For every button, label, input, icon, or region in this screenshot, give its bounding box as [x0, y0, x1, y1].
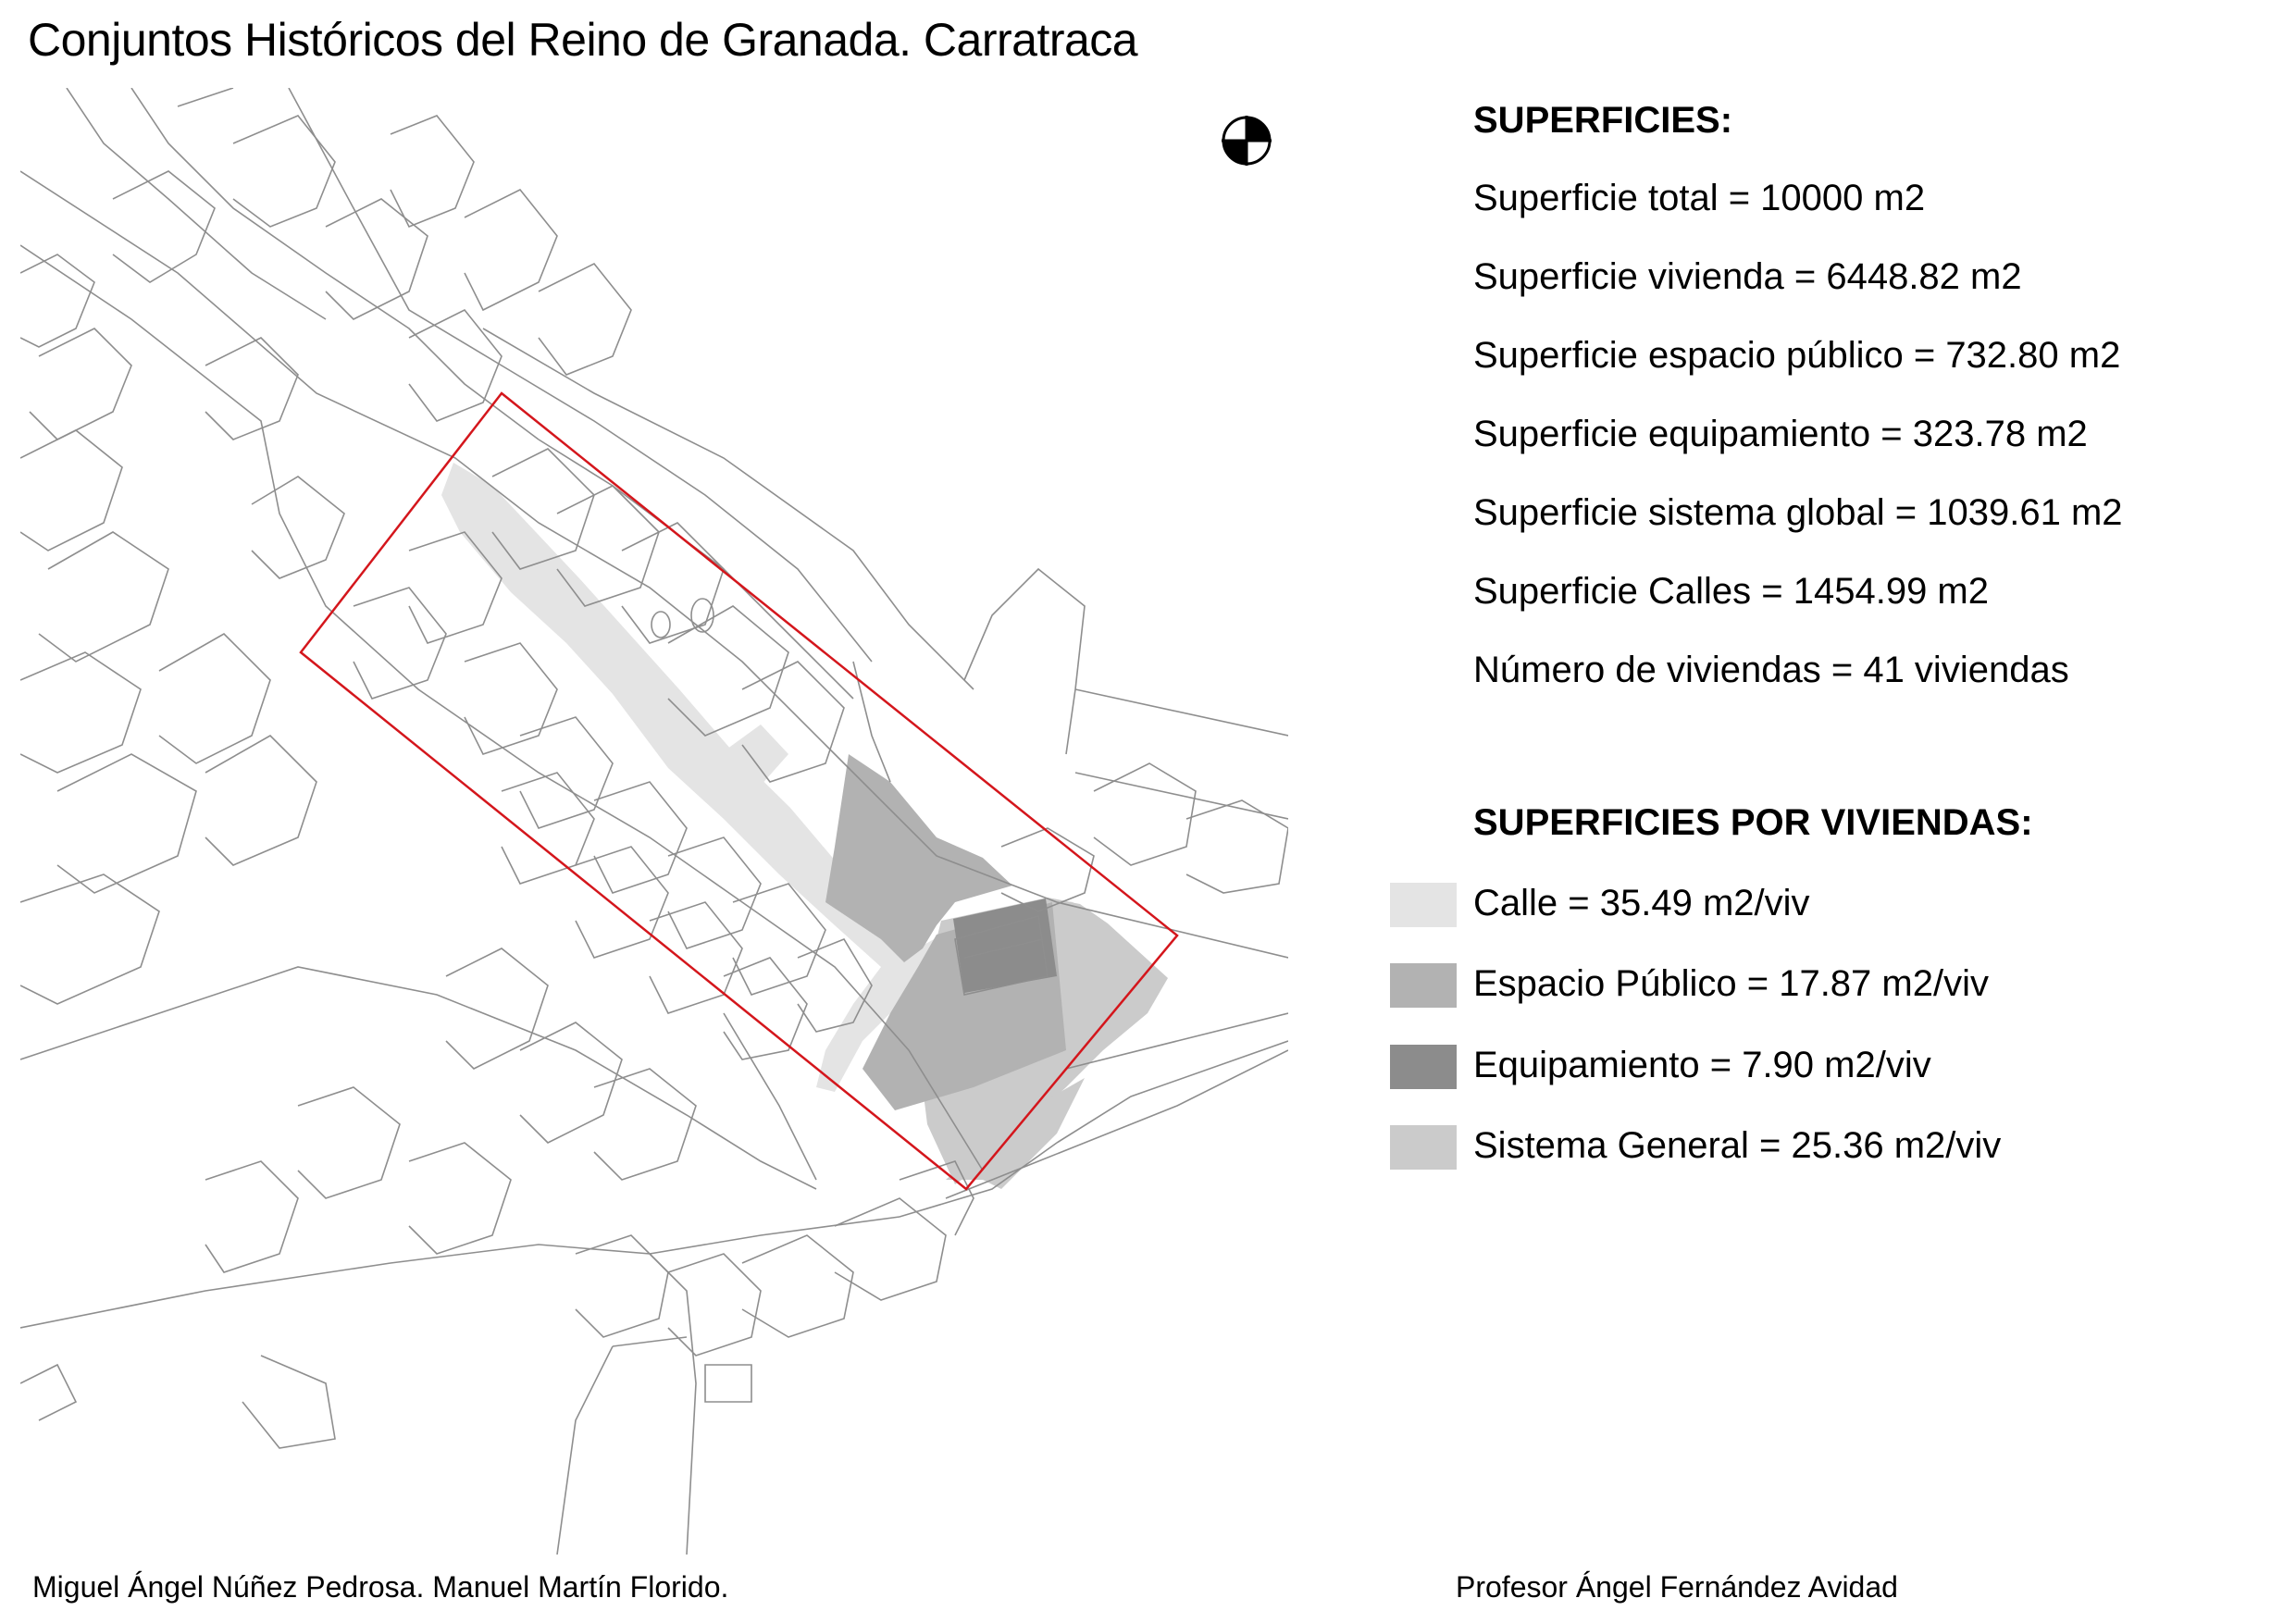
parcel-lines [20, 88, 1288, 1555]
legend-swatch-espacio-publico [1390, 963, 1457, 1008]
legend-swatch-equipamiento [1390, 1045, 1457, 1089]
legend-swatch-sistema-general [1390, 1125, 1457, 1170]
legend-label-espacio-publico: Espacio Público = 17.87 m2/viv [1473, 963, 1989, 1004]
legend-label-equipamiento: Equipamiento = 7.90 m2/viv [1473, 1045, 1931, 1085]
zone-equipamiento [953, 898, 1057, 993]
superficie-espacio-publico: Superficie espacio público = 732.80 m2 [1473, 335, 2121, 376]
numero-viviendas: Número de viviendas = 41 viviendas [1473, 650, 2069, 690]
legend-label-sistema-general: Sistema General = 25.36 m2/viv [1473, 1125, 2002, 1166]
superficie-sistema-global: Superficie sistema global = 1039.61 m2 [1473, 492, 2123, 533]
superficie-equipamiento: Superficie equipamiento = 323.78 m2 [1473, 414, 2088, 454]
zone-fills [441, 463, 1168, 1189]
footer-professor: Profesor Ángel Fernández Avidad [1456, 1570, 1898, 1604]
superficie-vivienda: Superficie vivienda = 6448.82 m2 [1473, 256, 2022, 297]
legend-swatch-calle [1390, 883, 1457, 927]
superficie-calles: Superficie Calles = 1454.99 m2 [1473, 571, 1989, 612]
footer-authors: Miguel Ángel Núñez Pedrosa. Manuel Martín Florido. [32, 1570, 729, 1604]
north-arrow-icon [1220, 114, 1273, 167]
por-viviendas-heading: SUPERFICIES POR VIVIENDAS: [1473, 802, 2033, 843]
superficie-total: Superficie total = 10000 m2 [1473, 178, 1926, 218]
page-title: Conjuntos Históricos del Reino de Granada. Carratraca [28, 14, 1138, 66]
legend-label-calle: Calle = 35.49 m2/viv [1473, 883, 1810, 923]
cadastral-map [20, 88, 1288, 1555]
superficies-heading: SUPERFICIES: [1473, 100, 1733, 141]
